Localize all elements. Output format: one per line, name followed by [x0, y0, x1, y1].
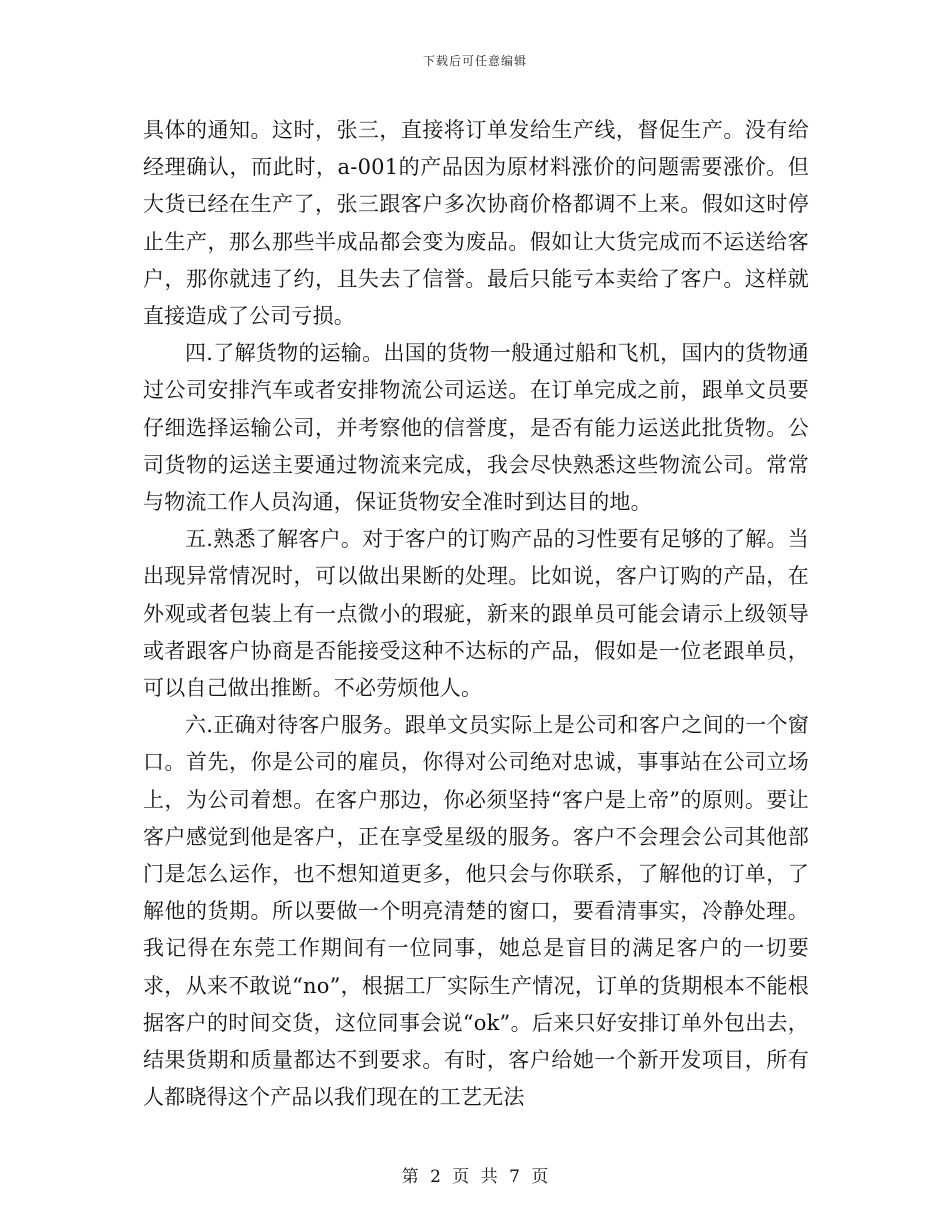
- paragraph-continuation: 具体的通知。这时，张三，直接将订单发给生产线，督促生产。没有给经理确认，而此时，a-001的产品因为原材料涨价的问题需要涨价。但大货已经在生产了，张三跟客户多次协商价格都调不上来。假如这时停止生产，那么那些半成品都会变为废品。假如让大货完成而不运送给客户，那你就违了约，且失去了信誉。最后只能亏本卖给了客户。这样就直接造成了公司亏损。: [143, 118, 809, 329]
- page-header: 下载后可任意编辑: [422, 54, 527, 68]
- paragraph-section-six: 六.正确对待客户服务。跟单文员实际上是公司和客户之间的一个窗口。首先，你是公司的雇员，你得对公司绝对忠诚，事事站在公司立场上，为公司着想。在客户那边，你必须坚持“客户是上帝”的原则。要让客户感觉到他是客户，正在享受星级的服务。客户不会理会公司其他部门是怎么运作，也不想知道更多，他只会与你联系，了解他的订单，了解他的货期。所以要做一个明亮清楚的窗口，要看清事实，冷静处理。我记得在东莞工作期间有一位同事，她总是盲目的满足客户的一切要求，从来不敢说“no”，根据工厂实际生产情况，订单的货期根本不能根据客户的时间交货，这位同事会说“ok”。后来只好安排订单外包出去，结果货期和质量都达不到要求。有时，客户给她一个新开发项目，所有人都晓得这个产品以我们现在的工艺无法: [143, 713, 809, 1110]
- document-body: [143, 112, 809, 1116]
- page-number: 第 2 页 共 7 页: [401, 1167, 549, 1187]
- paragraph-section-four: 四.了解货物的运输。出国的货物一般通过船和飞机，国内的货物通过公司安排汽车或者安排物流公司运送。在订单完成之前，跟单文员要仔细选择运输公司，并考察他的信誉度，是否有能力运送此批货物。公司货物的运送主要通过物流来完成，我会尽快熟悉这些物流公司。常常与物流工作人员沟通，保证货物安全准时到达目的地。: [143, 341, 809, 515]
- paragraph-section-five: 五.熟悉了解客户。对于客户的订购产品的习性要有足够的了解。当出现异常情况时，可以做出果断的处理。比如说，客户订购的产品，在外观或者包装上有一点微小的瑕疵，新来的跟单员可能会请示上级领导或者跟客户协商是否能接受这种不达标的产品，假如是一位老跟单员，可以自己做出推断。不必劳烦他人。: [143, 527, 809, 701]
